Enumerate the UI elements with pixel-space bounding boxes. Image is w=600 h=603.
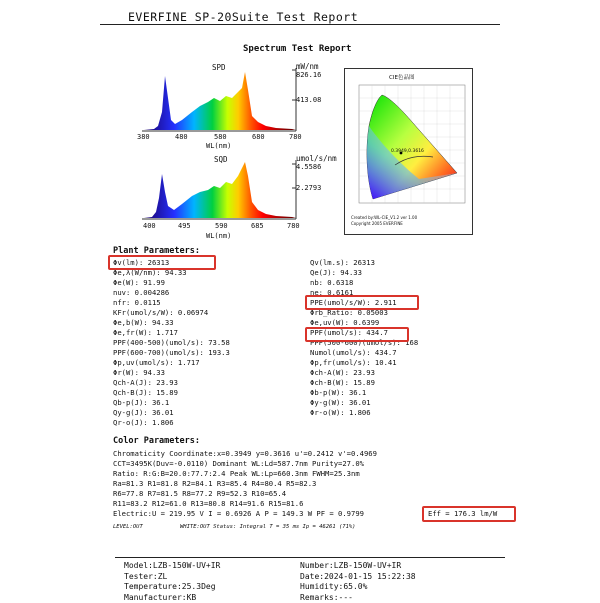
spd-xtick-580: 580 [214,133,227,141]
footer-humidity: Humidity:65.0% [300,582,416,593]
plant-param-row: Φp,fr(umol/s): 10.41 [310,358,418,368]
plant-param-row: Φy-g(W): 36.01 [310,398,418,408]
integral-status: WHITE:OUT Status: Integral T = 35 ms Ip = 46261 (71%) [180,522,356,532]
footer-left-list [124,561,220,603]
plant-param-row: PPF(600-700)(umol/s): 193.3 [113,348,230,358]
spd-ytick-mid: 413.08 [296,96,321,104]
color-parameters-title: Color Parameters: [113,436,200,446]
spd-ytick-max: 826.16 [296,71,321,79]
plant-left-list [113,258,230,428]
spd-unit: mW/nm [296,62,319,71]
footer-date: Date:2024-01-15 15:22:38 [300,572,416,583]
highlight-ppe-box [305,295,419,310]
cie-footer-line2: Copyright 2005 EVERFINE [351,221,403,226]
cie-title: CIE色品图 [389,73,414,81]
plant-param-row: Φe,λ(W/nm): 94.33 [113,268,230,278]
sqd-ytick-mid: 2.2793 [296,184,321,192]
plant-param-row: Φe,fr(W): 1.717 [113,328,230,338]
sqd-xtick-685: 685 [251,222,264,230]
footer-divider [115,557,505,558]
cie-chromaticity-panel [344,68,473,235]
highlight-ppf-box [305,327,409,342]
plant-param-row: Qv(lm.s): 26313 [310,258,418,268]
spd-xtick-680: 680 [252,133,265,141]
highlight-flux-box [108,255,216,270]
spd-curve [144,72,296,130]
plant-param-row: PPF(400-500)(umol/s): 73.58 [113,338,230,348]
color-parameter-list [113,449,377,519]
plant-param-row: Φe(W): 91.99 [113,278,230,288]
sqd-label: SQD [214,155,228,164]
color-param-row: R11=83.2 R12=61.0 R13=80.8 R14=91.6 R15=81.6 [113,499,377,509]
footer-model: Model:LZB-150W-UV+IR [124,561,220,572]
highlight-eff-box [422,506,516,522]
plant-param-row: Qe(J): 94.33 [310,268,418,278]
plant-param-row: Φe,uv(W): 0.6399 [310,318,418,328]
electric-param-row: Electric:U = 219.95 V I = 0.6926 A P = 149.3 W PF = 0.9799 [113,509,377,519]
sqd-curve [144,162,296,218]
footer-temperature: Temperature:25.3Deg [124,582,220,593]
spd-xtick-780: 780 [289,133,302,141]
footer-remarks: Remarks:--- [300,593,416,603]
spectrum-report-title: Spectrum Test Report [243,44,351,54]
sqd-xtick-400: 400 [143,222,156,230]
sqd-xlabel: WL(nm) [206,232,231,240]
color-param-row: CCT=3495K(Duv=-0.0110) Dominant WL:Ld=587.7nm Purity=27.0% [113,459,377,469]
sqd-chart [142,160,298,220]
spd-xlabel: WL(nm) [206,142,231,150]
spd-label: SPD [212,63,226,72]
plant-param-row: Φb-p(W): 36.1 [310,388,418,398]
plant-param-row: PPF(500-600)(umol/s): 168 [310,338,418,348]
plant-param-row: Φr(W): 94.33 [113,368,230,378]
spd-chart [142,68,298,132]
plant-param-row: Φv(lm): 26313 [113,258,230,268]
plant-param-row: Φe,b(W): 94.33 [113,318,230,328]
plant-param-row: Qch-A(J): 23.93 [113,378,230,388]
plant-param-row: Numol(umol/s): 434.7 [310,348,418,358]
plant-param-row: nb: 0.6318 [310,278,418,288]
cie-diagram [349,81,469,213]
color-param-row: R6=77.8 R7=81.5 R8=77.2 R9=52.3 R10=65.4 [113,489,377,499]
plant-param-row: PPE(umol/s/W): 2.911 [310,298,418,308]
level-status: LEVEL:OUT [113,522,143,532]
spd-xtick-480: 480 [175,133,188,141]
sqd-xtick-780: 780 [287,222,300,230]
sqd-xtick-495: 495 [178,222,191,230]
sqd-ytick-max: 4.5586 [296,163,321,171]
sqd-xtick-590: 590 [215,222,228,230]
cie-footer-line1: Created by:WL-CIE_V1.2 ver 1.00 [351,215,417,220]
footer-right-list [300,561,416,603]
spd-xtick-380: 380 [137,133,150,141]
footer-tester: Tester:ZL [124,572,220,583]
footer-number: Number:LZB-150W-UV+IR [300,561,416,572]
efficacy-value: Eff = 176.3 lm/W [428,509,497,519]
plant-param-row: Φrb_Ratio: 0.05003 [310,308,418,318]
report-header-title: EVERFINE SP-20Suite Test Report [128,10,358,24]
plant-param-row: KFr(umol/s/W): 0.06974 [113,308,230,318]
plant-param-row: Qb-p(J): 36.1 [113,398,230,408]
cie-point-label: 0.3949,0.3616 [391,149,424,154]
plant-param-row: Qy-g(J): 36.01 [113,408,230,418]
footer-manufacturer: Manufacturer:KB [124,593,220,603]
plant-param-row: ne: 0.6161 [310,288,418,298]
plant-param-row: PPF(umol/s): 434.7 [310,328,418,338]
color-param-row: Ratio: R:G:B=20.0:77.7:2.4 Peak WL:Lp=660.3nm FWHM=25.3nm [113,469,377,479]
plant-param-row: nfr: 0.0115 [113,298,230,308]
plant-param-row: Φch-B(W): 15.89 [310,378,418,388]
plant-param-row: nuv: 0.004286 [113,288,230,298]
plant-param-row: Φch-A(W): 23.93 [310,368,418,378]
sqd-unit: umol/s/nm [296,154,337,163]
header-divider [100,24,500,25]
plant-parameters-title: Plant Parameters: [113,246,200,256]
color-param-row: Chromaticity Coordinate:x=0.3949 y=0.3616 u'=0.2412 v'=0.4969 [113,449,377,459]
color-param-row: Ra=81.3 R1=81.8 R2=84.1 R3=85.4 R4=80.4 R5=82.3 [113,479,377,489]
plant-param-row: Qch-B(J): 15.89 [113,388,230,398]
plant-param-row: Φp,uv(umol/s): 1.717 [113,358,230,368]
plant-param-row: Φr-o(W): 1.806 [310,408,418,418]
plant-param-row: Qr-o(J): 1.806 [113,418,230,428]
